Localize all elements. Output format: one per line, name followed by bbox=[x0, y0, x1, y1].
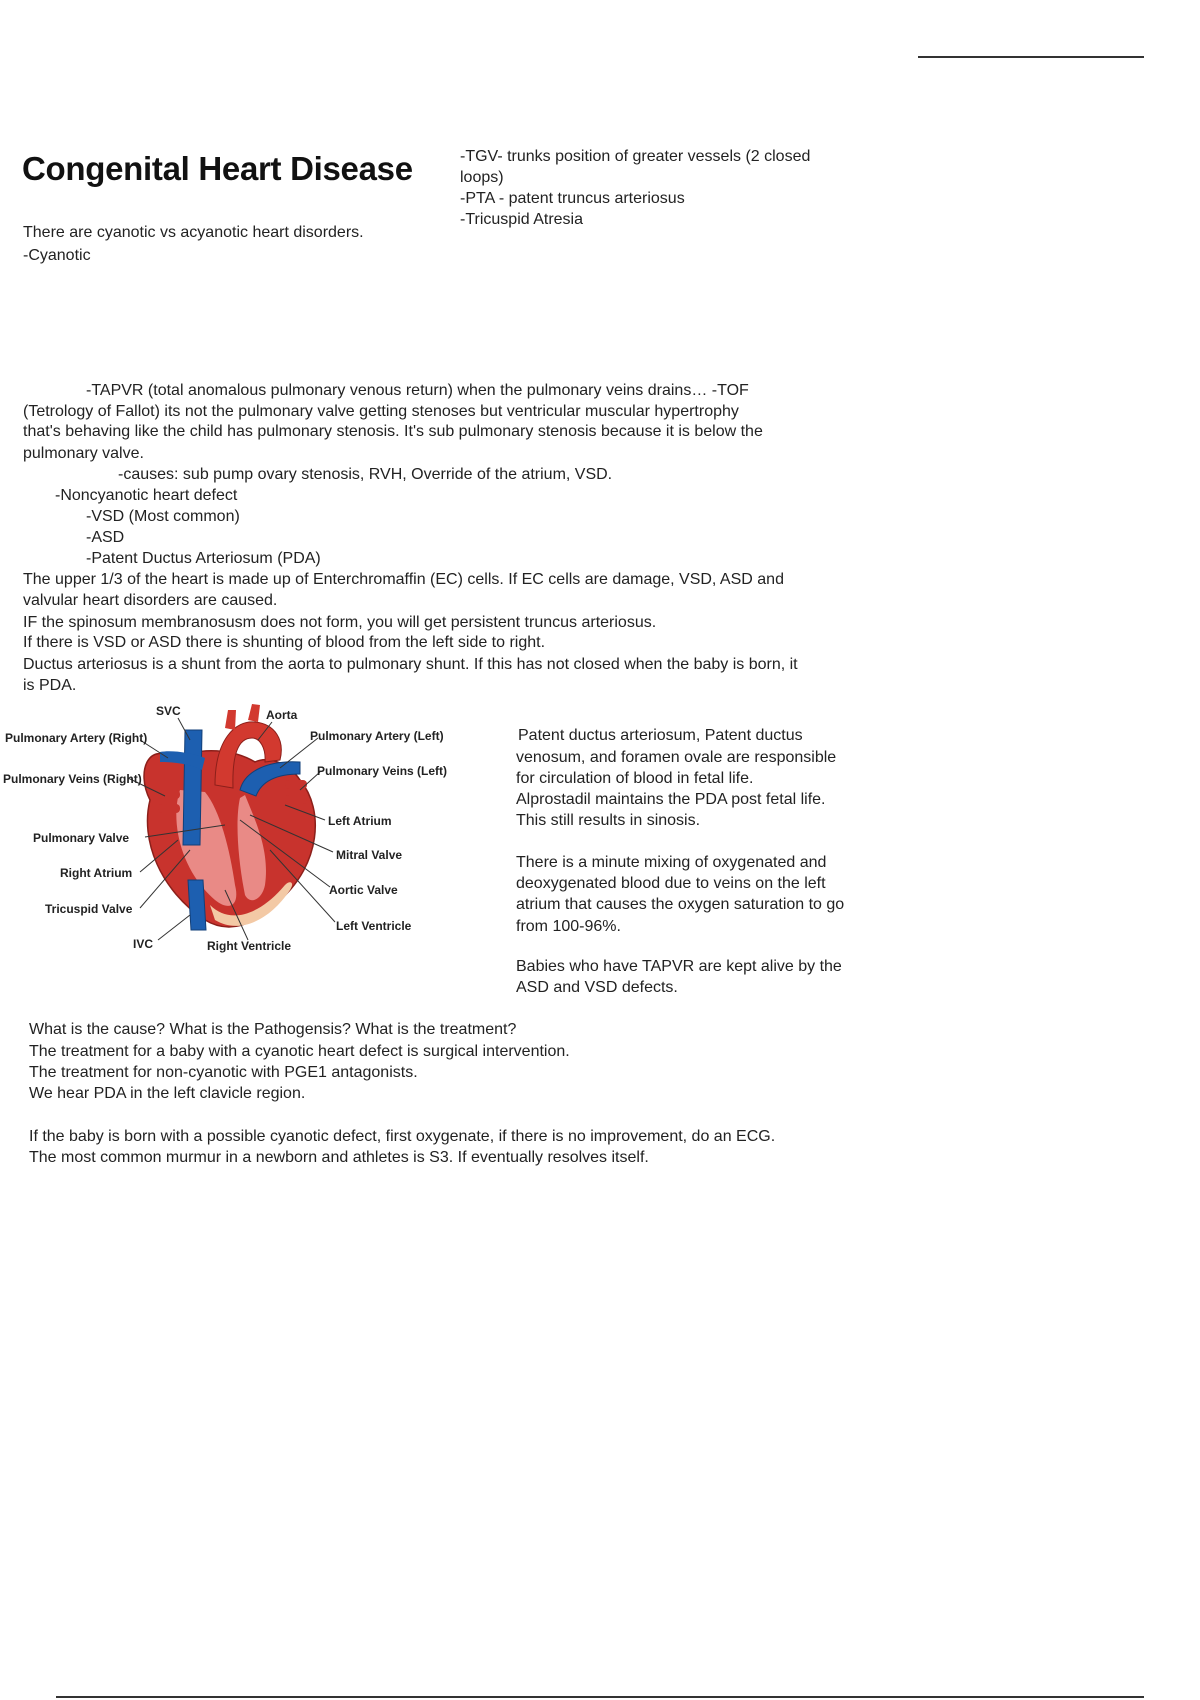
header-rule bbox=[918, 56, 1144, 58]
heart-diagram bbox=[0, 700, 470, 960]
side-note-line: Patent ductus arteriosum, Patent ductus bbox=[518, 727, 803, 744]
body-line: is PDA. bbox=[23, 677, 77, 694]
label-pulmonary-valve: Pulmonary Valve bbox=[33, 831, 130, 845]
intro-line: There are cyanotic vs acyanotic heart disorders. bbox=[23, 224, 364, 241]
body-line: -causes: sub pump ovary stenosis, RVH, Override of the atrium, VSD. bbox=[118, 466, 613, 483]
label-tricuspid-valve: Tricuspid Valve bbox=[45, 902, 133, 916]
label-pulmonary-veins-left: Pulmonary Veins (Left) bbox=[317, 764, 448, 778]
label-right-atrium: Right Atrium bbox=[60, 866, 133, 880]
side-note-line: deoxygenated blood due to veins on the left bbox=[516, 875, 826, 892]
body-line: (Tetrology of Fallot) its not the pulmonary valve getting stenoses but ventricular muscular hypertrophy bbox=[23, 403, 739, 420]
cyanotic-heading: -Cyanotic bbox=[23, 247, 91, 264]
bottom-line: What is the cause? What is the Pathogensis? What is the treatment? bbox=[29, 1021, 517, 1038]
body-line: -VSD (Most common) bbox=[86, 508, 240, 525]
label-left-ventricle: Left Ventricle bbox=[336, 919, 412, 933]
body-line: Ductus arteriosus is a shunt from the aorta to pulmonary shunt. If this has not closed when the baby is born, it bbox=[23, 656, 798, 673]
side-note-line: for circulation of blood in fetal life. bbox=[516, 770, 754, 787]
body-line: The upper 1/3 of the heart is made up of Enterchromaffin (EC) cells. If EC cells are damage, VSD, ASD and bbox=[23, 571, 784, 588]
side-note-line: This still results in sinosis. bbox=[516, 812, 701, 829]
label-mitral-valve: Mitral Valve bbox=[336, 848, 403, 862]
side-note-line: atrium that causes the oxygen saturation to go bbox=[516, 896, 845, 913]
footer-rule bbox=[56, 1696, 1144, 1698]
label-pulmonary-veins-right: Pulmonary Veins (Right) bbox=[3, 772, 142, 786]
body-line: -ASD bbox=[86, 529, 125, 546]
body-line: -Noncyanotic heart defect bbox=[55, 487, 238, 504]
bottom-line: The treatment for a baby with a cyanotic heart defect is surgical intervention. bbox=[29, 1043, 570, 1060]
bottom-line: The treatment for non-cyanotic with PGE1 antagonists. bbox=[29, 1064, 418, 1081]
label-svc: SVC bbox=[156, 704, 181, 718]
body-line: that's behaving like the child has pulmonary stenosis. It's sub pulmonary stenosis because it is below the bbox=[23, 423, 763, 440]
list-item-tgv: -TGV- trunks position of greater vessels (2 closed bbox=[460, 148, 811, 165]
side-note-line: Alprostadil maintains the PDA post fetal life. bbox=[516, 791, 826, 808]
body-line: pulmonary valve. bbox=[23, 445, 144, 462]
body-line: -TAPVR (total anomalous pulmonary venous return) when the pulmonary veins drains… -TOF bbox=[86, 382, 749, 399]
list-item-tgv-cont: loops) bbox=[460, 169, 504, 186]
bottom-line: If the baby is born with a possible cyanotic defect, first oxygenate, if there is no improvement, do an ECG. bbox=[29, 1128, 776, 1145]
bottom-line: We hear PDA in the left clavicle region. bbox=[29, 1085, 306, 1102]
list-item-pta: -PTA - patent truncus arteriosus bbox=[460, 190, 685, 207]
side-note-line: from 100-96%. bbox=[516, 918, 621, 935]
label-aortic-valve: Aortic Valve bbox=[329, 883, 398, 897]
bottom-line: The most common murmur in a newborn and athletes is S3. If eventually resolves itself. bbox=[29, 1149, 649, 1166]
body-line: IF the spinosum membranosusm does not form, you will get persistent truncus arteriosus. bbox=[23, 614, 657, 631]
side-note-line: There is a minute mixing of oxygenated and bbox=[516, 854, 827, 871]
label-aorta: Aorta bbox=[266, 708, 298, 722]
body-line: valvular heart disorders are caused. bbox=[23, 592, 278, 609]
side-note-line: ASD and VSD defects. bbox=[516, 979, 678, 996]
side-note-line: Babies who have TAPVR are kept alive by the bbox=[516, 958, 842, 975]
label-pulmonary-artery-left: Pulmonary Artery (Left) bbox=[310, 729, 444, 743]
label-right-ventricle: Right Ventricle bbox=[207, 939, 292, 953]
side-note-line: venosum, and foramen ovale are responsible bbox=[516, 749, 837, 766]
body-line: -Patent Ductus Arteriosum (PDA) bbox=[86, 550, 321, 567]
label-left-atrium: Left Atrium bbox=[328, 814, 392, 828]
label-ivc: IVC bbox=[133, 937, 154, 951]
page-title: Congenital Heart Disease bbox=[22, 150, 413, 187]
list-item-tricuspid-atresia: -Tricuspid Atresia bbox=[460, 211, 583, 228]
body-line: If there is VSD or ASD there is shunting of blood from the left side to right. bbox=[23, 634, 546, 651]
label-pulmonary-artery-right: Pulmonary Artery (Right) bbox=[5, 731, 148, 745]
